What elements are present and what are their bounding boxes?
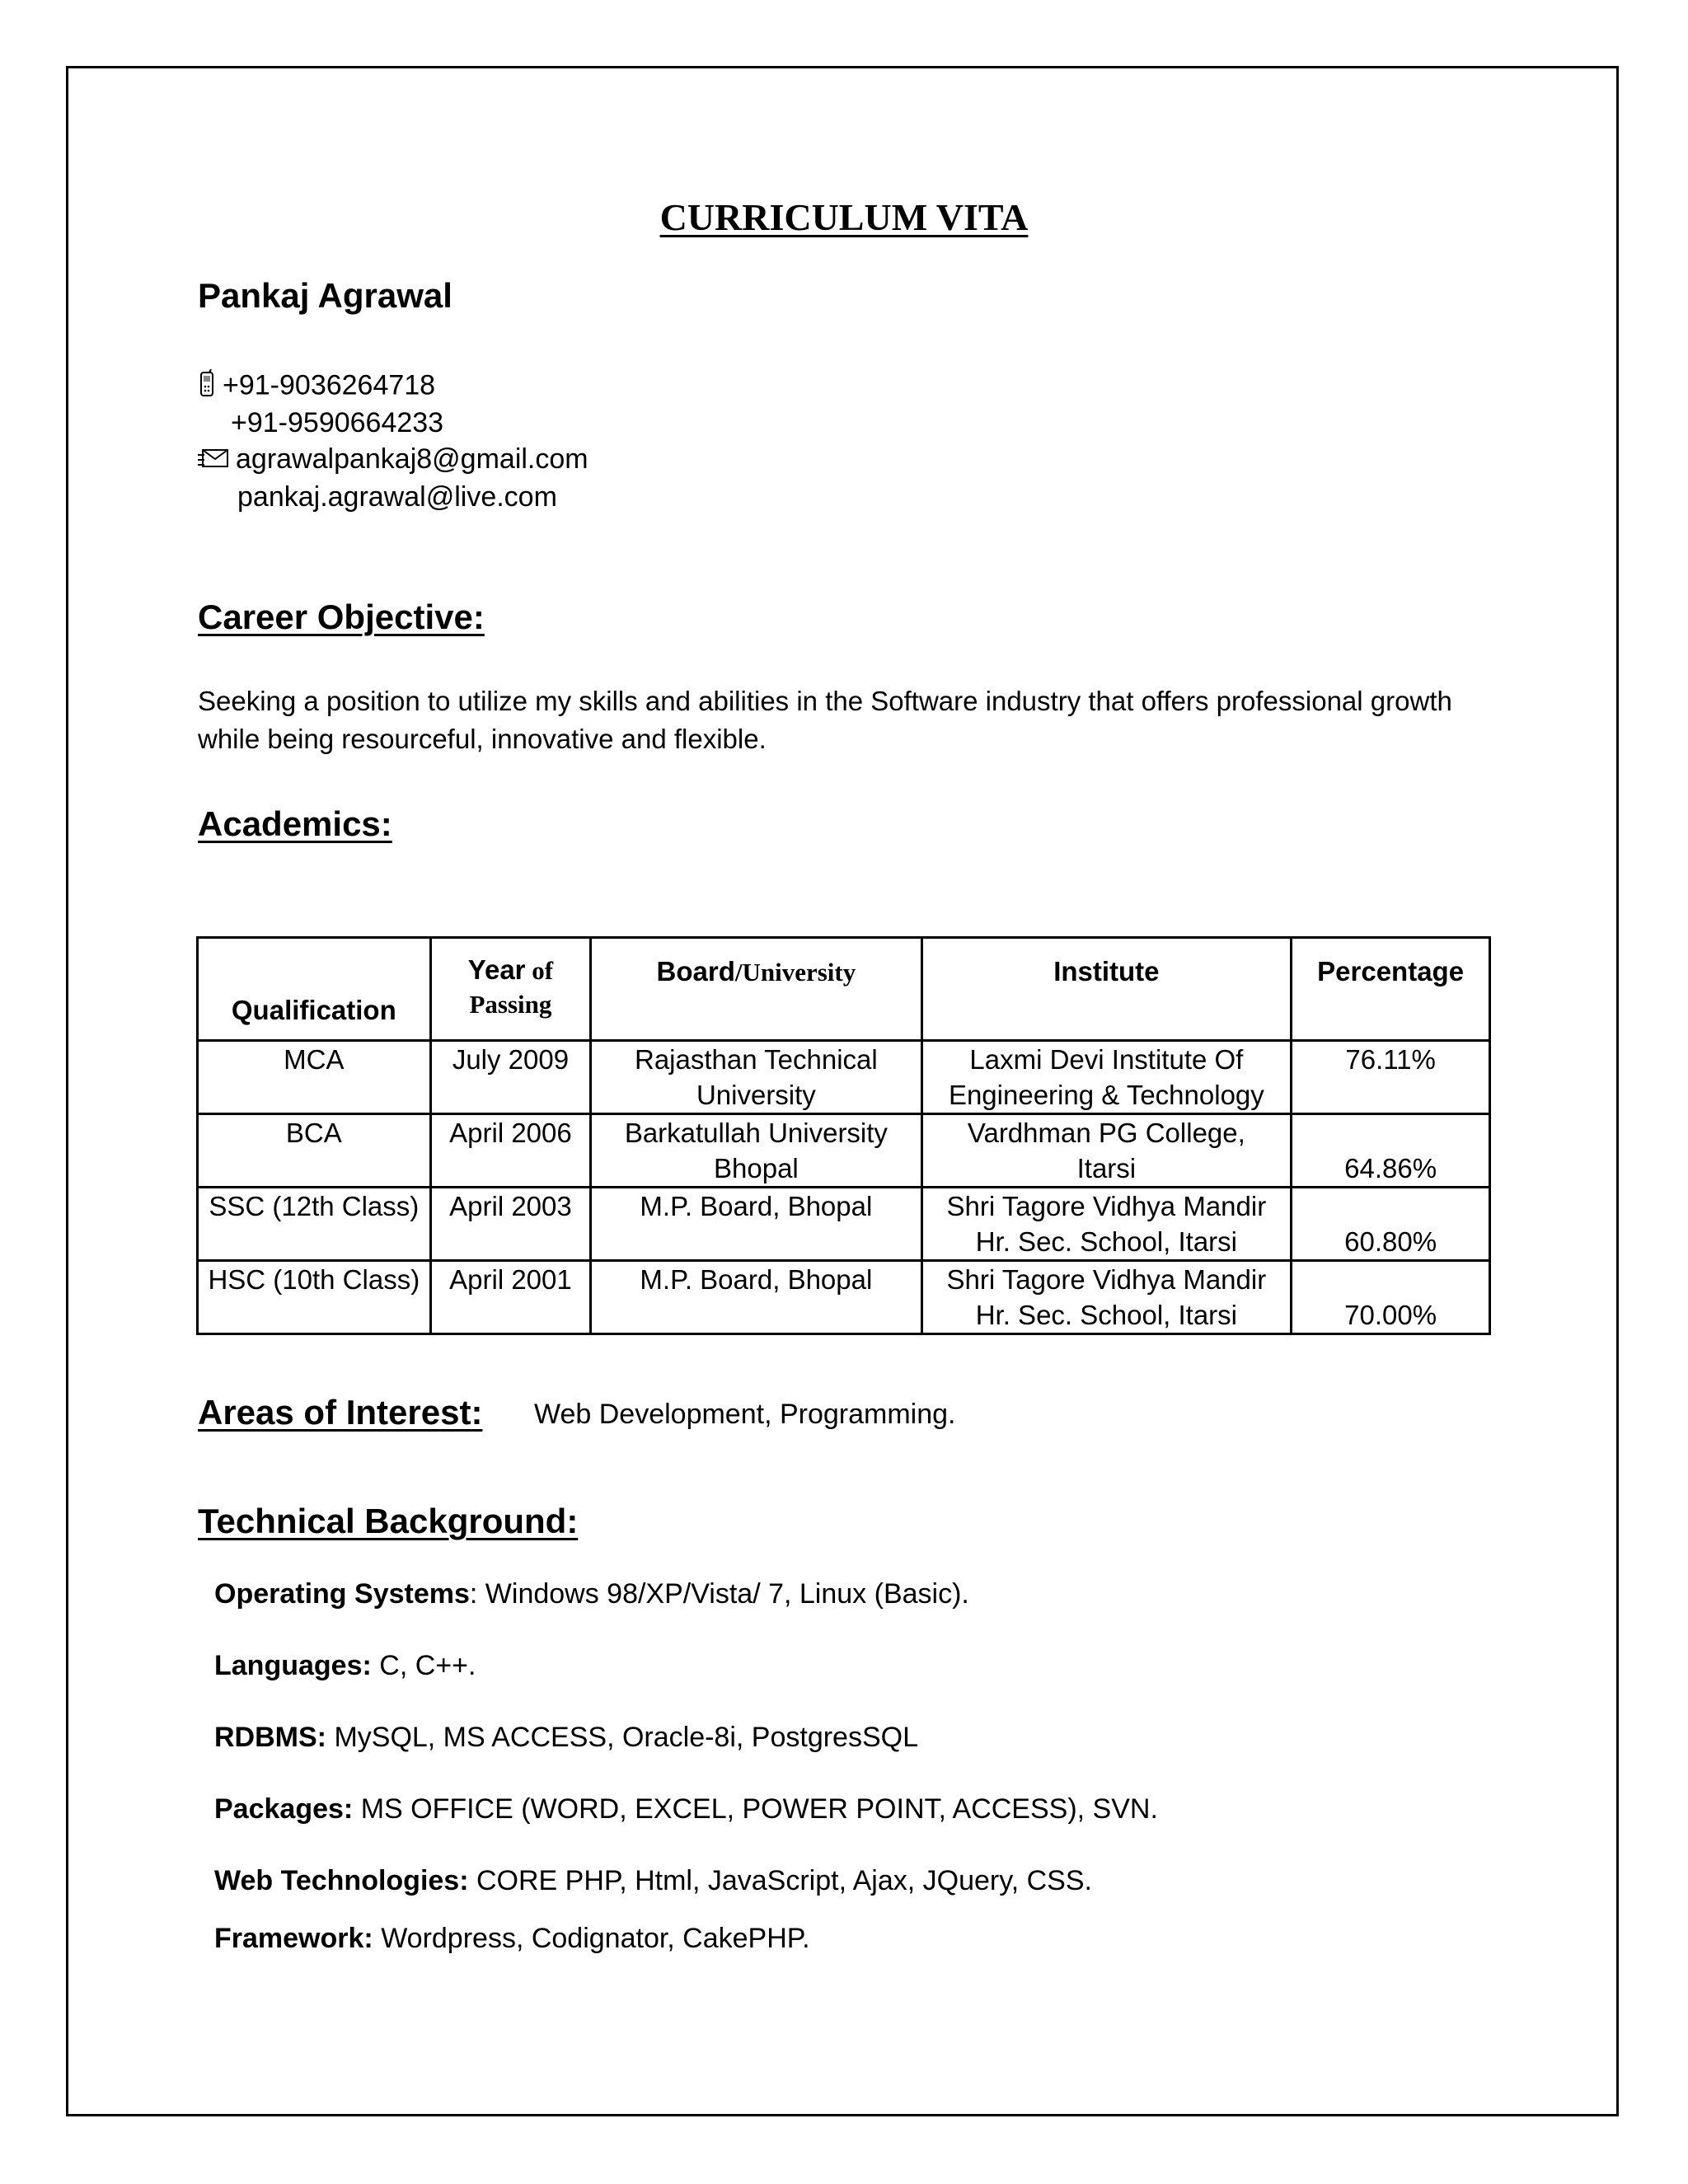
cell-board: Rajasthan Technical University	[591, 1041, 921, 1114]
tech-item-operating-systems: Operating Systems: Windows 98/XP/Vista/ 7, Linux (Basic).	[214, 1578, 969, 1610]
phone-number-1: +91-9036264718	[223, 369, 436, 401]
tech-item-packages: Packages: MS OFFICE (WORD, EXCEL, POWER POINT, ACCESS), SVN.	[214, 1793, 1158, 1825]
cell-qualification: SSC (12th Class)	[198, 1188, 431, 1261]
person-name: Pankaj Agrawal	[198, 276, 452, 315]
cell-qualification: BCA	[198, 1114, 431, 1188]
cell-percentage: 76.11%	[1292, 1041, 1490, 1114]
table-row	[198, 1041, 1490, 1114]
cell-percentage: 60.80%	[1292, 1188, 1490, 1261]
cell-year: April 2006	[430, 1114, 591, 1188]
email-line-1	[198, 443, 588, 477]
cell-institute: Shri Tagore Vidhya Mandir Hr. Sec. School, Itarsi	[921, 1261, 1292, 1334]
cell-institute: Laxmi Devi Institute Of Engineering & Technology	[921, 1041, 1292, 1114]
technical-background-heading: Technical Background:	[198, 1502, 579, 1540]
email-address-1: agrawalpankaj8@gmail.com	[236, 443, 588, 475]
table-row	[198, 1188, 1490, 1261]
email-card-icon	[198, 445, 229, 477]
areas-of-interest-text: Web Development, Programming.	[534, 1399, 956, 1430]
email-address-2: pankaj.agrawal@live.com	[237, 481, 557, 513]
tech-item-languages: Languages: C, C++.	[214, 1650, 476, 1681]
cell-qualification: MCA	[198, 1041, 431, 1114]
column-header-qualification: Qualification	[198, 938, 431, 1041]
cell-board: M.P. Board, Bhopal	[591, 1188, 921, 1261]
column-header-institute: Institute	[921, 938, 1292, 1041]
areas-of-interest-heading: Areas of Interest:	[198, 1393, 483, 1432]
document-title: CURRICULUM VITA	[659, 196, 1029, 238]
column-header-percentage: Percentage	[1292, 938, 1490, 1041]
academics-table	[196, 936, 1491, 1335]
mobile-phone-icon	[198, 369, 216, 405]
cell-year: April 2003	[430, 1188, 591, 1261]
cell-percentage: 70.00%	[1292, 1261, 1490, 1334]
tech-item-framework: Framework: Wordpress, Codignator, CakePHP.	[214, 1923, 810, 1954]
cell-institute: Vardhman PG College, Itarsi	[921, 1114, 1292, 1188]
table-header-row	[198, 938, 1490, 1041]
academics-heading: Academics:	[198, 804, 392, 843]
cell-year: April 2001	[430, 1261, 591, 1334]
cell-board: Barkatullah University Bhopal	[591, 1114, 921, 1188]
cell-board: M.P. Board, Bhopal	[591, 1261, 921, 1334]
cell-qualification: HSC (10th Class)	[198, 1261, 431, 1334]
phone-number-2: +91-9590664233	[231, 407, 444, 438]
cell-year: July 2009	[430, 1041, 591, 1114]
table-row	[198, 1114, 1490, 1188]
tech-item-rdbms: RDBMS: MySQL, MS ACCESS, Oracle-8i, PostgresSQL	[214, 1722, 918, 1753]
career-objective-heading: Career Objective:	[198, 598, 485, 636]
tech-item-web-technologies: Web Technologies: CORE PHP, Html, JavaScript, Ajax, JQuery, CSS.	[214, 1865, 1092, 1896]
cell-percentage: 64.86%	[1292, 1114, 1490, 1188]
column-header-board: Board/University	[591, 938, 921, 1041]
cell-institute: Shri Tagore Vidhya Mandir Hr. Sec. School, Itarsi	[921, 1188, 1292, 1261]
column-header-year: Year of Passing	[430, 938, 591, 1041]
table-row	[198, 1261, 1490, 1334]
career-objective-text: Seeking a position to utilize my skills and abilities in the Software industry that offers professional growth while being resourceful, innovative and flexible.	[198, 686, 1452, 754]
phone-line-1	[198, 369, 435, 405]
